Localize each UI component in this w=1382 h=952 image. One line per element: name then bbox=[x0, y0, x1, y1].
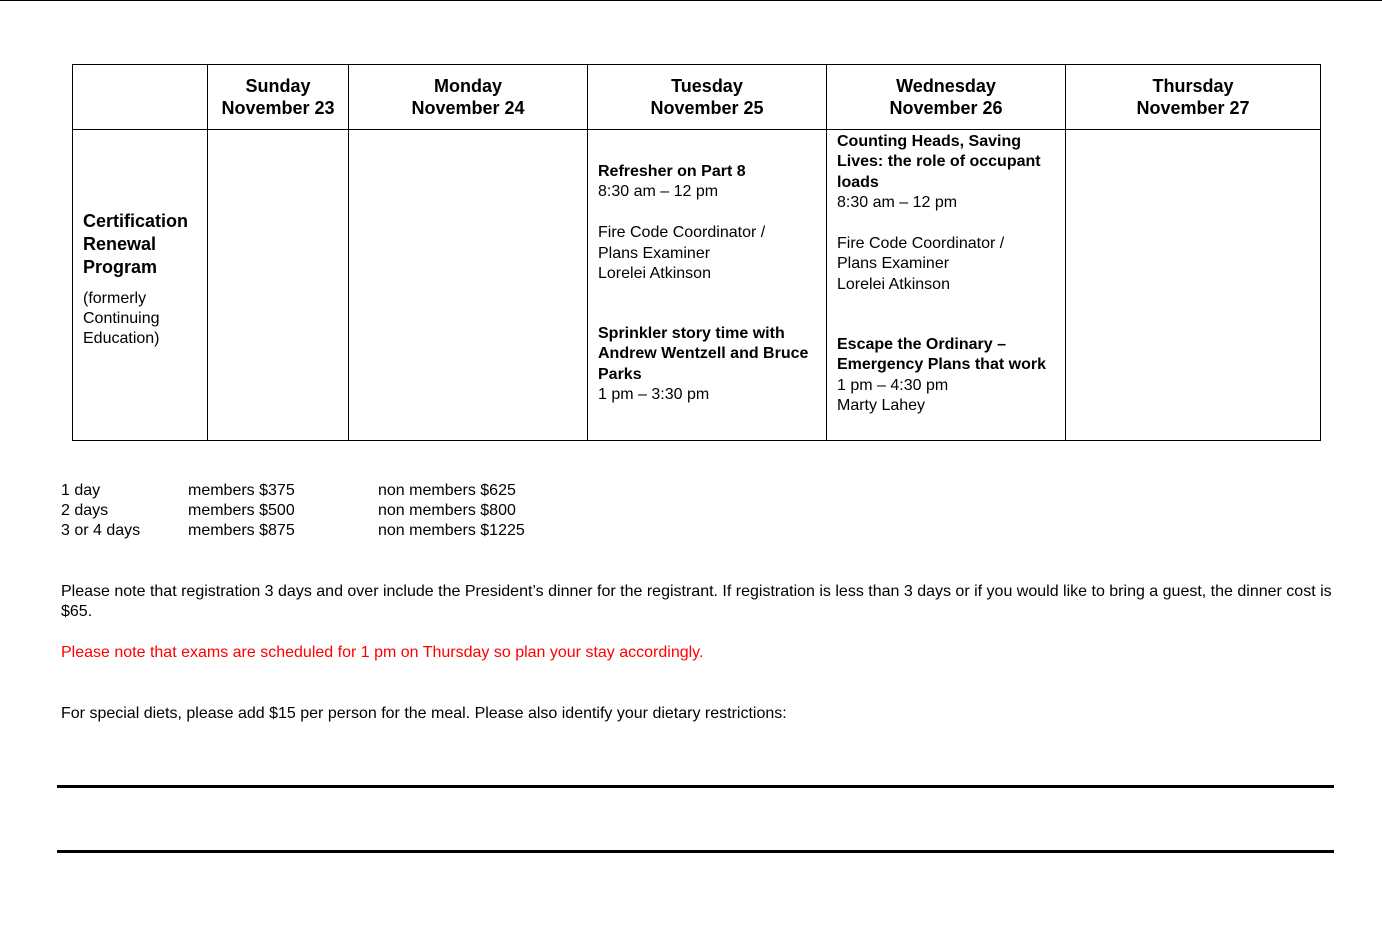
presenter-name: Marty Lahey bbox=[837, 397, 926, 415]
day-date: November 27 bbox=[1136, 98, 1250, 118]
day-name: Monday bbox=[433, 76, 502, 96]
price-members: members $375 bbox=[188, 482, 295, 499]
session-title: Refresher on Part 8 bbox=[598, 163, 746, 180]
presenter-name: Lorelei Atkinson bbox=[837, 275, 950, 293]
special-diets-note: For special diets, please add $15 per person for the meal. Please also identify your dietary restrictions: bbox=[61, 705, 787, 722]
program-note: (formerly Continuing Education) bbox=[83, 290, 160, 347]
day-date: November 23 bbox=[221, 98, 335, 118]
thursday-cell bbox=[1066, 130, 1321, 441]
session-time: 8:30 am – 12 pm bbox=[837, 194, 958, 212]
top-rule bbox=[0, 0, 1382, 1]
session-title: Counting Heads, Saving Lives: the role of occupant loads bbox=[837, 133, 1041, 191]
session-time: 1 pm – 4:30 pm bbox=[837, 376, 949, 394]
header-sunday bbox=[208, 65, 349, 130]
exams-warning: Please note that exams are scheduled for 1 pm on Thursday so plan your stay accordingly. bbox=[61, 644, 704, 661]
session-block bbox=[837, 335, 1059, 417]
header-wednesday bbox=[827, 65, 1066, 130]
tuesday-cell bbox=[588, 130, 827, 441]
day-date: November 24 bbox=[411, 98, 525, 118]
header-corner bbox=[73, 65, 208, 130]
day-name: Sunday bbox=[245, 76, 311, 96]
price-row bbox=[61, 481, 661, 501]
presenter-role: Fire Code Coordinator / bbox=[598, 224, 766, 242]
day-date: November 25 bbox=[650, 98, 764, 118]
price-days: 3 or 4 days bbox=[61, 522, 141, 539]
price-members: members $500 bbox=[188, 502, 295, 519]
header-tuesday bbox=[588, 65, 827, 130]
presenter-role: Plans Examiner bbox=[837, 255, 950, 273]
program-label-cell bbox=[73, 130, 208, 441]
price-days: 2 days bbox=[61, 502, 109, 519]
presenter-role: Plans Examiner bbox=[598, 244, 711, 262]
price-members: members $875 bbox=[188, 522, 295, 539]
session-block bbox=[598, 324, 820, 406]
header-thursday bbox=[1066, 65, 1321, 130]
wednesday-cell bbox=[827, 130, 1066, 441]
monday-cell bbox=[349, 130, 588, 441]
day-name: Thursday bbox=[1152, 76, 1234, 96]
schedule-table bbox=[72, 64, 1321, 441]
price-row bbox=[61, 501, 661, 521]
price-non-members: non members $625 bbox=[378, 482, 516, 499]
day-name: Tuesday bbox=[671, 76, 743, 96]
dinner-note: Please note that registration 3 days and over include the President’s dinner for the registrant. If registration is less than 3 days or if you would like to bring a guest, the dinner cost is $65. bbox=[61, 583, 1332, 620]
sunday-cell bbox=[208, 130, 349, 441]
presenter-name: Lorelei Atkinson bbox=[598, 265, 711, 283]
session-time: 1 pm – 3:30 pm bbox=[598, 386, 710, 404]
dietary-restrictions-line[interactable] bbox=[57, 785, 1334, 788]
dietary-restrictions-line[interactable] bbox=[57, 850, 1334, 853]
presenter-role: Fire Code Coordinator / bbox=[837, 235, 1005, 253]
session-time: 8:30 am – 12 pm bbox=[598, 183, 719, 201]
session-block bbox=[837, 132, 1059, 295]
price-non-members: non members $1225 bbox=[378, 522, 525, 539]
price-non-members: non members $800 bbox=[378, 502, 516, 519]
session-block bbox=[598, 162, 820, 284]
program-title: Certification Renewal Program bbox=[83, 211, 189, 277]
session-title: Escape the Ordinary – Emergency Plans that work bbox=[837, 336, 1046, 374]
header-row bbox=[73, 65, 1321, 130]
session-title: Sprinkler story time with Andrew Wentzell and Bruce Parks bbox=[598, 325, 809, 383]
price-days: 1 day bbox=[61, 482, 101, 499]
pricing-list bbox=[61, 481, 661, 541]
program-row bbox=[73, 130, 1321, 441]
day-name: Wednesday bbox=[896, 76, 996, 96]
header-monday bbox=[349, 65, 588, 130]
day-date: November 26 bbox=[889, 98, 1003, 118]
price-row bbox=[61, 521, 661, 541]
